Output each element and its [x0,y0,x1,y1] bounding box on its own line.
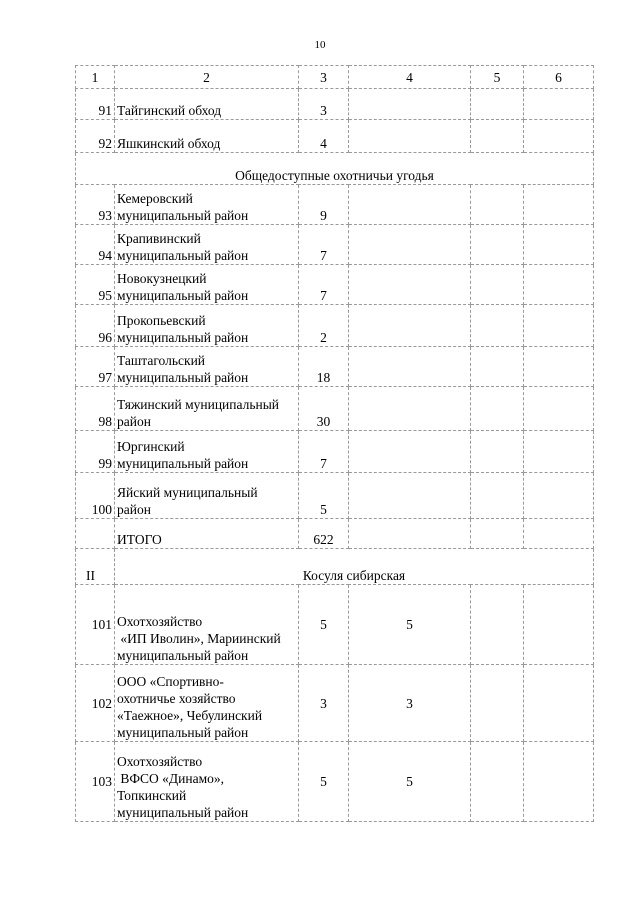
cell [524,665,594,742]
cell [524,387,594,431]
row-number: 93 [76,185,115,225]
table-row [76,120,594,153]
row-number [76,519,115,549]
row-name: Юргинский муниципальный район [115,431,299,473]
cell [524,225,594,265]
value-col4 [349,387,471,431]
header-cell: 4 [349,66,471,89]
total-label: ИТОГО [115,519,299,549]
cell [471,305,524,347]
data-table [75,65,594,822]
table-row [76,265,594,305]
header-cell: 6 [524,66,594,89]
header-cell: 1 [76,66,115,89]
row-name: Крапивинский муниципальный район [115,225,299,265]
row-number: 94 [76,225,115,265]
row-name: ООО «Спортивно- охотничье хозяйство «Таежное», Чебулинский муниципальный район [115,665,299,742]
value-col4 [349,89,471,120]
cell [524,519,594,549]
section-number: II [76,549,115,585]
value-col3: 7 [299,431,349,473]
value-col4 [349,265,471,305]
cell [471,185,524,225]
total-value: 622 [299,519,349,549]
cell [524,265,594,305]
table-row [76,347,594,387]
value-col3: 4 [299,120,349,153]
row-name: Охотхозяйство ВФСО «Динамо», Топкинский муниципальный район [115,742,299,822]
table-row [76,225,594,265]
header-cell: 5 [471,66,524,89]
table-row [76,431,594,473]
cell [524,305,594,347]
value-col4 [349,120,471,153]
cell [471,265,524,305]
table-header-row [76,66,594,89]
table-row [76,585,594,665]
value-col3: 5 [299,585,349,665]
value-col4 [349,431,471,473]
value-col3: 3 [299,665,349,742]
row-name: Охотхозяйство «ИП Иволин», Мариинский муниципальный район [115,585,299,665]
cell [471,585,524,665]
table-row [76,473,594,519]
total-row [76,519,594,549]
value-col3: 3 [299,89,349,120]
section-title: Косуля сибирская [115,549,594,585]
header-cell: 3 [299,66,349,89]
table-row [76,742,594,822]
row-name: Тяжинский муниципальный район [115,387,299,431]
cell [471,665,524,742]
cell [524,120,594,153]
table-row [76,89,594,120]
cell [524,89,594,120]
value-col3: 7 [299,265,349,305]
row-name: Яшкинский обход [115,120,299,153]
table-row [76,665,594,742]
row-number: 100 [76,473,115,519]
row-number: 95 [76,265,115,305]
row-number: 99 [76,431,115,473]
row-number: 91 [76,89,115,120]
section-title: Общедоступные охотничьи угодья [76,153,594,185]
row-name: Таштагольский муниципальный район [115,347,299,387]
cell [471,347,524,387]
row-number: 103 [76,742,115,822]
section-row [76,549,594,585]
cell [471,431,524,473]
value-col4: 5 [349,742,471,822]
row-number: 101 [76,585,115,665]
value-col3: 9 [299,185,349,225]
cell [524,347,594,387]
cell [524,742,594,822]
row-number: 96 [76,305,115,347]
cell [524,585,594,665]
cell [349,519,471,549]
page-number: 10 [314,39,326,51]
value-col4 [349,225,471,265]
row-name: Прокопьевский муниципальный район [115,305,299,347]
cell [471,120,524,153]
value-col3: 7 [299,225,349,265]
value-col3: 30 [299,387,349,431]
cell [471,387,524,431]
value-col3: 5 [299,473,349,519]
value-col3: 5 [299,742,349,822]
row-number: 92 [76,120,115,153]
cell [471,519,524,549]
header-cell: 2 [115,66,299,89]
value-col3: 2 [299,305,349,347]
row-name: Новокузнецкий муниципальный район [115,265,299,305]
value-col4 [349,305,471,347]
value-col4: 5 [349,585,471,665]
row-number: 97 [76,347,115,387]
row-name: Кемеровский муниципальный район [115,185,299,225]
table-row [76,185,594,225]
row-name: Тайгинский обход [115,89,299,120]
cell [471,742,524,822]
value-col3: 18 [299,347,349,387]
value-col4 [349,473,471,519]
row-name: Яйский муниципальный район [115,473,299,519]
cell [524,473,594,519]
section-row [76,153,594,185]
value-col4 [349,185,471,225]
cell [524,185,594,225]
value-col4 [349,347,471,387]
cell [471,89,524,120]
cell [524,431,594,473]
cell [471,473,524,519]
table-row [76,387,594,431]
cell [471,225,524,265]
row-number: 98 [76,387,115,431]
value-col4: 3 [349,665,471,742]
row-number: 102 [76,665,115,742]
table-row [76,305,594,347]
